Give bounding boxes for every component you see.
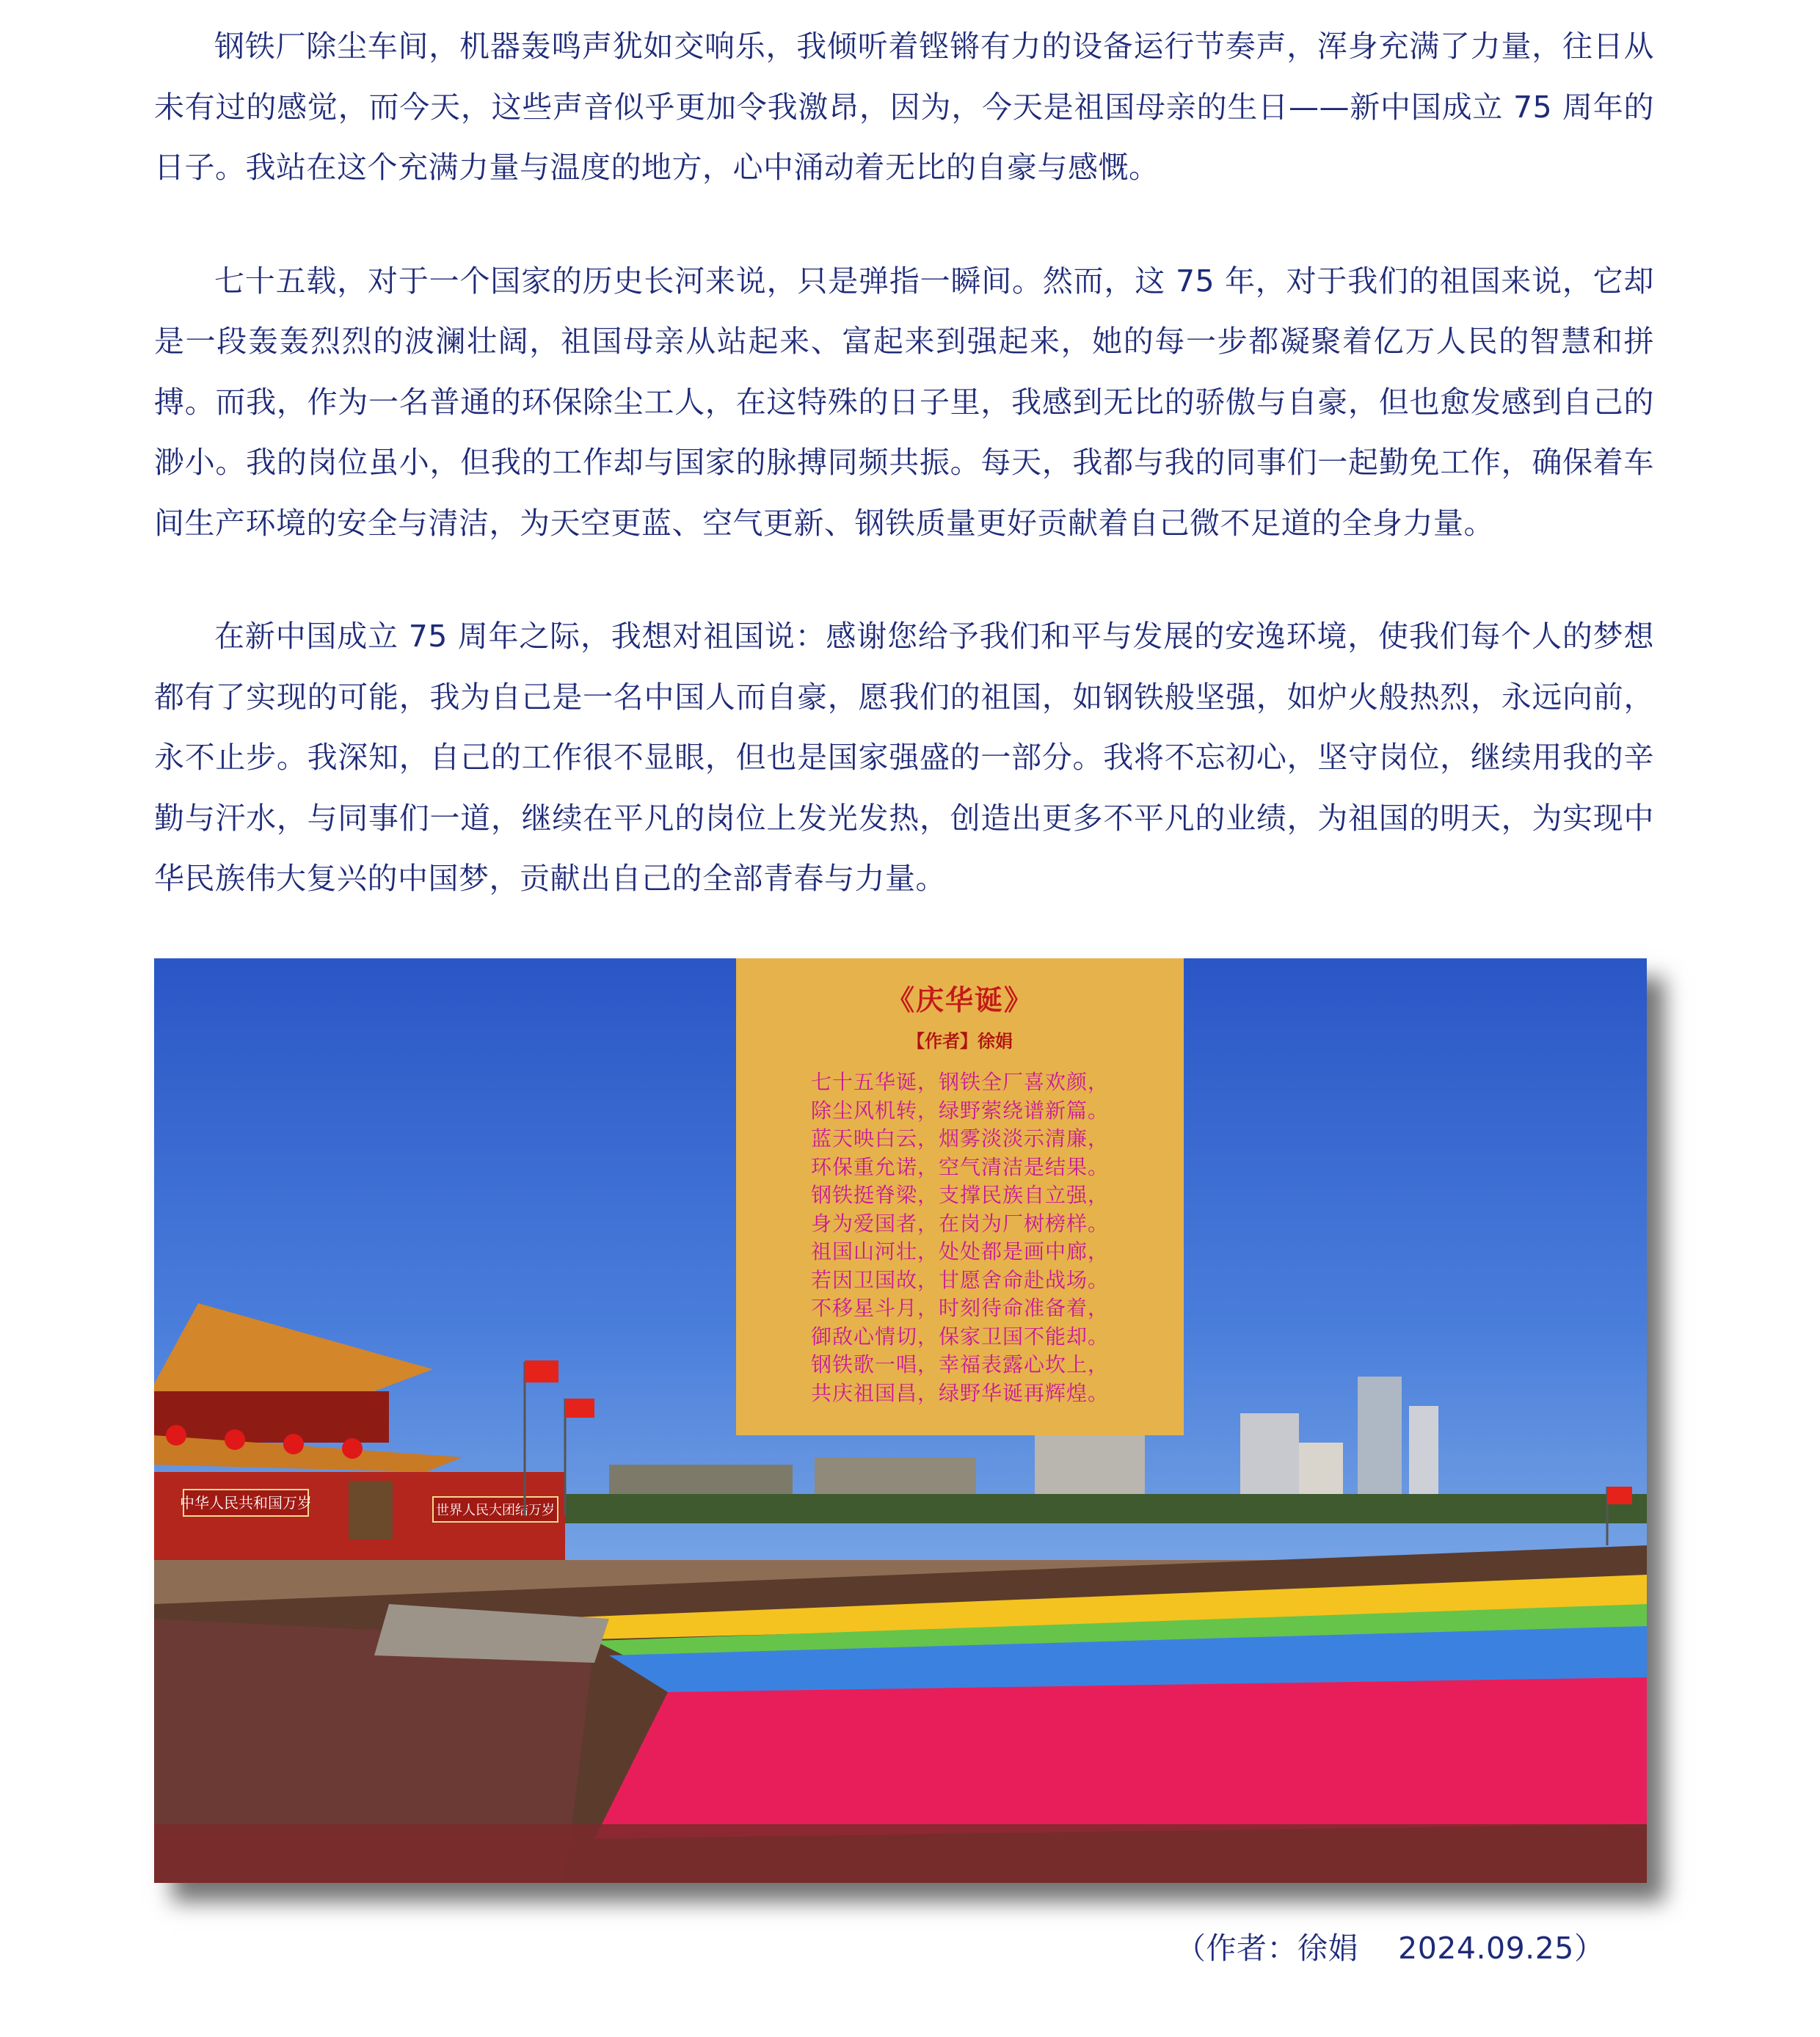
- poem-line: 钢铁挺脊梁，支撑民族自立强，: [810, 1183, 1109, 1207]
- poem-line: 若因卫国故，甘愿舍命赴战场。: [810, 1267, 1109, 1292]
- building: [1240, 1413, 1299, 1501]
- poem-line: 蓝天映白云，烟雾淡淡示清廉，: [810, 1126, 1109, 1151]
- lantern: [283, 1434, 304, 1454]
- poem-line: 祖国山河壮，处处都是画中廊，: [810, 1239, 1109, 1264]
- poem-line: 环保重允诺，空气清洁是结果。: [810, 1154, 1109, 1179]
- poem-author: 【作者】徐娟: [907, 1030, 1013, 1052]
- banner-left-text: 中华人民共和国万岁: [180, 1494, 312, 1512]
- poem-line: 钢铁歌一唱，幸福表露心坎上，: [810, 1352, 1109, 1377]
- building: [1035, 1435, 1145, 1494]
- article-body: [154, 16, 1654, 962]
- poem-title: 《庆华诞》: [886, 983, 1033, 1016]
- red-flag: [1607, 1487, 1632, 1504]
- poem-line: 共庆祖国昌，绿野华诞再辉煌。: [810, 1380, 1109, 1405]
- article-paragraph-3: 在新中国成立 75 周年之际，我想对祖国说：感谢您给予我们和平与发展的安逸环境，使我们每个人的梦想都有了实现的可能，我为自己是一名中国人而自豪，愿我们的祖国，如钢铁般坚强，如炉火般热烈，永远向前，永不止步。我深知，自己的工作很不显眼，但也是国家强盛的一部分。我将不忘初心，坚守岗位，继续用我的辛勤与汗水，与同事们一道，继续在平凡的岗位上发光发热，创造出更多不平凡的业绩，为祖国的明天，为实现中华民族伟大复兴的中国梦，贡献出自己的全部青春与力量。: [154, 619, 1654, 896]
- poem-line: 不移星斗月，时刻待命准备着，: [810, 1296, 1109, 1320]
- red-flag: [565, 1399, 594, 1418]
- portrait: [349, 1481, 393, 1539]
- tree-line: [565, 1494, 1647, 1523]
- crowd-red-band: [594, 1677, 1647, 1839]
- author-signature: （作者：徐娟 2024.09.25）: [1176, 1931, 1605, 1966]
- celebration-photo: [154, 958, 1647, 1883]
- poem-line: 除尘风机转，绿野萦绕谱新篇。: [810, 1098, 1109, 1123]
- banner-right-text: 世界人民大团结万岁: [436, 1503, 555, 1518]
- gate-upper-hall: [154, 1391, 389, 1443]
- lantern: [342, 1438, 363, 1459]
- poem-lines: [736, 1068, 1184, 1407]
- poem-line: 七十五华诞，钢铁全厂喜欢颜，: [810, 1070, 1109, 1094]
- red-flag: [525, 1360, 558, 1382]
- lantern: [225, 1429, 245, 1450]
- poem-panel: [736, 958, 1184, 1435]
- article-paragraph-1: 钢铁厂除尘车间，机器轰鸣声犹如交响乐，我倾听着铿锵有力的设备运行节奏声，浑身充满了力量，往日从未有过的感觉，而今天，这些声音似乎更加令我激昂，因为，今天是祖国母亲的生日——新中国成立 75 周年的日子。我站在这个充满力量与温度的地方，心中涌动着无比的自豪与感慨。: [154, 29, 1654, 185]
- crowd-front-row: [154, 1824, 1647, 1883]
- building: [1409, 1406, 1438, 1501]
- poem-line: 身为爱国者，在岗为厂树榜样。: [810, 1211, 1109, 1236]
- poem-line: 御敌心情切，保家卫国不能却。: [810, 1324, 1109, 1349]
- gate-roof-upper: [154, 1303, 433, 1391]
- article-paragraph-2: 七十五载，对于一个国家的历史长河来说，只是弹指一瞬间。然而，这 75 年，对于我们的祖国来说，它却是一段轰轰烈烈的波澜壮阔，祖国母亲从站起来、富起来到强起来，她的每一步都凝聚着亿万人民的智慧和拼搏。而我，作为一名普通的环保除尘工人，在这特殊的日子里，我感到无比的骄傲与自豪，但也愈发感到自己的渺小。我的岗位虽小，但我的工作却与国家的脉搏同频共振。每天，我都与我的同事们一起勤免工作，确保着车间生产环境的安全与清洁，为天空更蓝、空气更新、钢铁质量更好贡献着自己微不足道的全身力量。: [154, 263, 1654, 541]
- building: [1358, 1377, 1402, 1501]
- lantern: [166, 1425, 186, 1446]
